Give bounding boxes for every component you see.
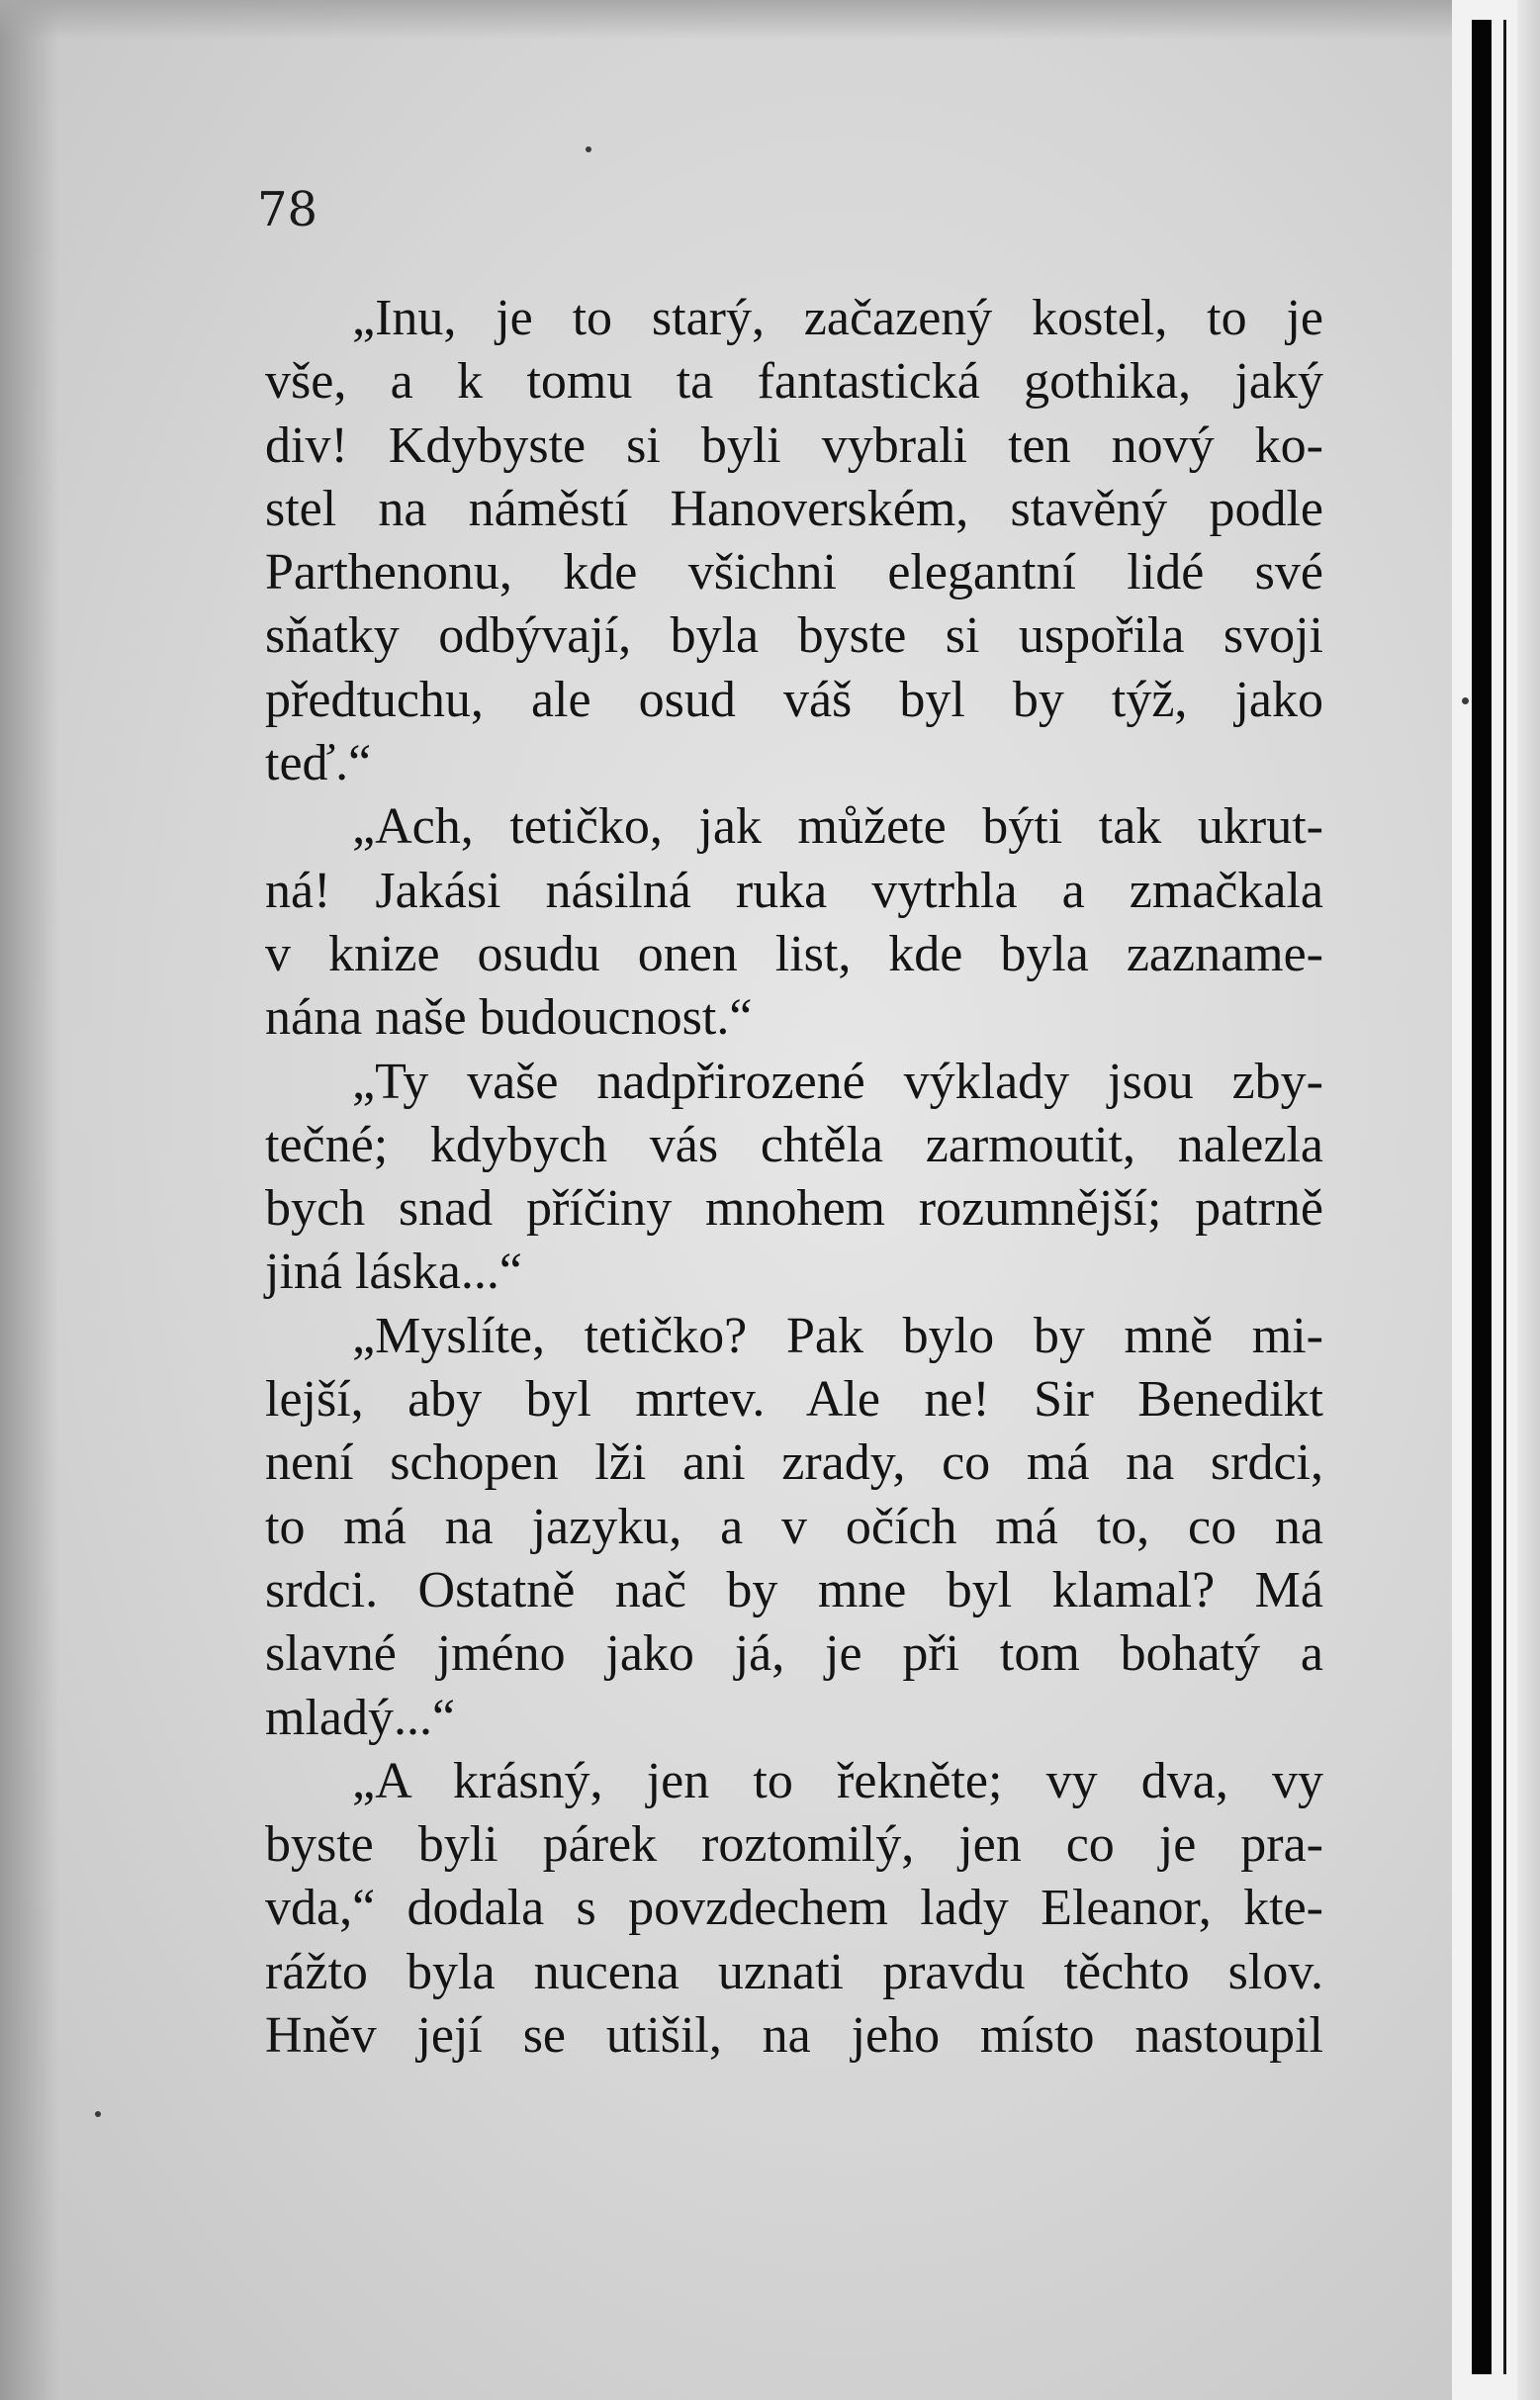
text-line: slavné jméno jako já, je při tom bohatý a [265, 1625, 1323, 1683]
text-line: bych snad příčiny mnohem rozumnější; patrně [265, 1180, 1323, 1238]
text-line: nána naše budoucnost.“ [265, 989, 753, 1047]
text-line: předtuchu, ale osud váš byl by týž, jako [265, 671, 1323, 728]
text-line: Hněv její se utišil, na jeho místo nastoupil [265, 2007, 1323, 2065]
text-line: vše, a k tomu ta fantastická gothika, jaký [265, 353, 1323, 411]
text-line: v knize osudu onen list, kde byla zazname- [265, 925, 1323, 982]
paper-speck [1462, 697, 1469, 704]
paper-speck [95, 2111, 101, 2117]
text-line: jiná láska...“ [265, 1244, 522, 1301]
text-line: teď.“ [265, 735, 372, 792]
text-line: stel na náměstí Hanoverském, stavěný podle [265, 480, 1323, 537]
page-body-text [265, 287, 1323, 2068]
text-line: rážto byla nucena uznati pravdu těchto slov. [265, 1943, 1323, 2000]
text-line: není schopen lži ani zrady, co má na srdci, [265, 1434, 1323, 1492]
next-page-edge [1517, 0, 1540, 2400]
text-line: srdci. Ostatně nač by mne byl klamal? Má [265, 1561, 1323, 1618]
text-line: tečné; kdybych vás chtěla zarmoutit, nalezla [265, 1116, 1323, 1173]
page-number: 78 [257, 182, 318, 237]
text-line: mladý...“ [265, 1689, 456, 1746]
text-line: div! Kdybyste si byli vybrali ten nový ko- [265, 416, 1323, 474]
text-line: byste byli párek roztomilý, jen co je pra- [265, 1816, 1323, 1874]
text-line: to má na jazyku, a v očích má to, co na [265, 1498, 1323, 1555]
text-line: „Inu, je to starý, začazený kostel, to je [352, 290, 1323, 346]
gutter-dark-band [1472, 20, 1492, 2374]
text-line: „Ty vaše nadpřirozené výklady jsou zby- [352, 1053, 1323, 1110]
text-line: sňatky odbývají, byla byste si uspořila svoji [265, 607, 1323, 665]
text-line: lejší, aby byl mrtev. Ale ne! Sir Benedikt [265, 1371, 1323, 1429]
page-edge-shadow-left [0, 0, 59, 2400]
text-line: „Myslíte, tetičko? Pak bylo by mně mi- [352, 1307, 1323, 1364]
paper-speck [586, 146, 591, 152]
page-edge-shadow-top [0, 0, 1540, 40]
text-line: „A krásný, jen to řekněte; vy dva, vy [352, 1752, 1323, 1809]
text-line: vda,“ dodala s povzdechem lady Eleanor, kte- [265, 1880, 1323, 1937]
text-line: „Ach, tetičko, jak můžete býti tak ukrut- [352, 798, 1323, 856]
gutter-thin-line [1503, 20, 1506, 2374]
text-line: Parthenonu, kde všichni elegantní lidé své [265, 544, 1323, 601]
text-line: ná! Jakási násilná ruka vytrhla a zmačkala [265, 862, 1323, 919]
